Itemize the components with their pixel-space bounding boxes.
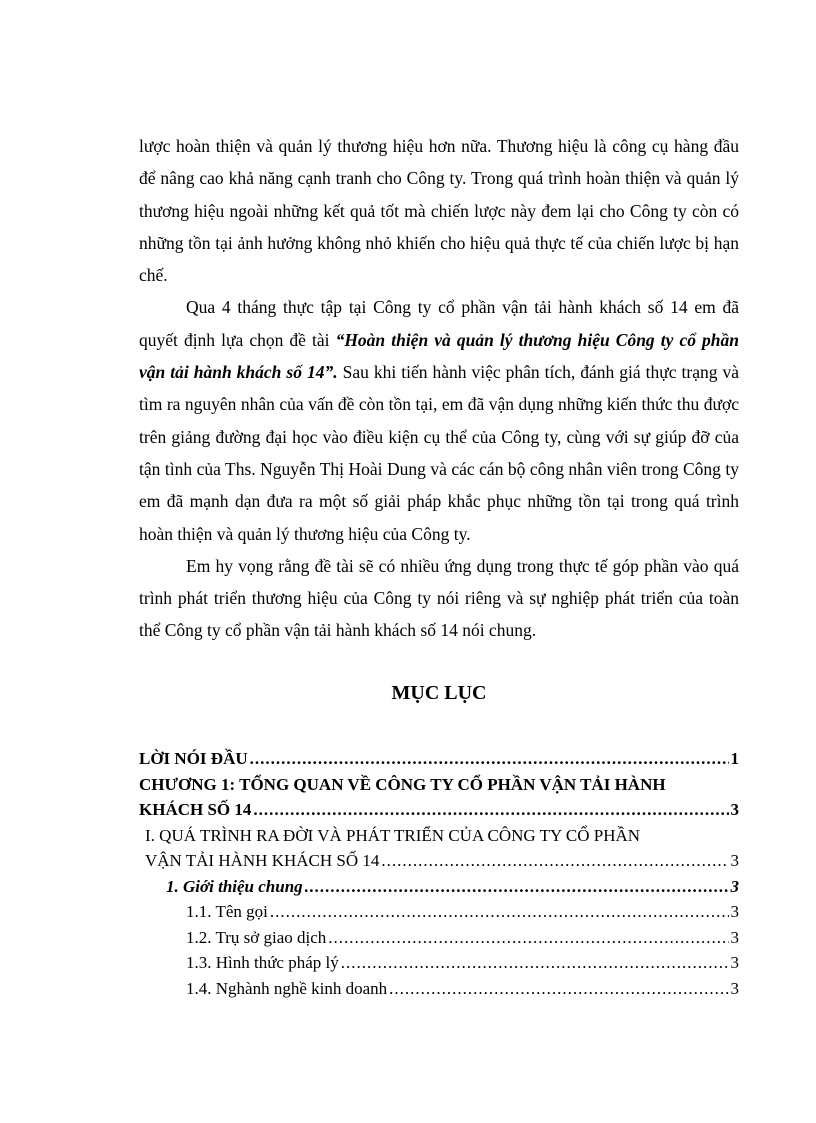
intro-paragraph-3: Em hy vọng rằng đề tài sẽ có nhiều ứng dụng trong thực tế góp phần vào quá trình phát triển thương hiệu của Công ty nói riêng và sự nghiệp phát triển của toàn thể Công ty cổ phần vận tải hành khách số 14 nói chung.	[139, 555, 739, 641]
intro-paragraph-2-rest: Sau khi tiến hành việc phân tích, đánh giá thực trạng và tìm ra nguyên nhân của vấn đề còn tồn tại, em đã vận dụng những kiến thức thu được trên giảng đường đại học vào điều kiện cụ thể của Công ty, cùng với sự giúp đỡ của tận tình của Ths. Nguyễn Thị Hoài Dung và các cán bộ công nhân viên trong Công ty em đã mạnh dạn đưa ra một số giải pháp khắc phục những tồn tại trong quá trình hoàn thiện và quản lý thương hiệu của Công ty.	[139, 362, 740, 544]
toc-entry-section-1[interactable]	[139, 848, 739, 874]
intro-paragraph-2-lead: Qua 4 tháng thực tập tại Công ty cổ phần vận tải hành khách số 14 em đã quyết định lựa chọn đề tài	[139, 297, 739, 350]
toc-page-number: 3	[730, 800, 739, 819]
intro-paragraph-2	[139, 291, 739, 549]
toc-entry-label: 1.3. Hình thức pháp lý	[186, 953, 339, 972]
toc-entry-subsection-1[interactable]	[139, 874, 739, 900]
introduction-body	[139, 130, 739, 647]
toc-entry-label: 1.4. Nghành nghề kinh doanh	[186, 978, 388, 998]
toc-page-number: 1	[730, 749, 739, 768]
toc-dot-leader	[253, 797, 728, 823]
toc-dot-leader	[341, 950, 729, 976]
toc-entry-label: 1.1. Tên gọi	[186, 902, 268, 921]
intro-paragraph-1: lược hoàn thiện và quản lý thương hiệu hơn nữa. Thương hiệu là công cụ hàng đầu để nâng cao khả năng cạnh tranh cho Công ty. Trong quá trình hoàn thiện và quản lý thương hiệu ngoài những kết quả tốt mà chiến lược này đem lại cho Công ty còn có những tồn tại ảnh hưởng không nhỏ khiến cho hiệu quả thực tế của chiến lược bị hạn chế.	[139, 136, 739, 286]
toc-entry-label: VẬN TẢI HÀNH KHÁCH SỐ 14	[145, 851, 380, 870]
toc-page-number: 3	[730, 927, 739, 947]
toc-page-number: 3	[730, 876, 739, 896]
toc-entry-label: KHÁCH SỐ 14	[139, 800, 252, 819]
toc-dot-leader	[270, 899, 729, 925]
toc-dot-leader	[381, 848, 728, 874]
toc-entry-chapter-1[interactable]	[139, 797, 739, 823]
toc-entry-item[interactable]	[139, 925, 739, 951]
toc-entry-chapter-1-line-1[interactable]: CHƯƠNG 1: TỔNG QUAN VỀ CÔNG TY CỔ PHẦN VẬN TẢI HÀNH	[139, 774, 666, 794]
toc-entry-label: LỜI NÓI ĐẦU	[139, 749, 248, 768]
toc-dot-leader	[250, 746, 729, 772]
toc-entry-item[interactable]	[139, 950, 739, 976]
toc-title: MỤC LỤC	[391, 682, 487, 704]
toc-dot-leader	[305, 874, 729, 900]
table-of-contents	[139, 746, 739, 1001]
toc-entry-label: 1. Giới thiệu chung	[166, 876, 303, 896]
toc-page-number: 3	[730, 902, 739, 921]
toc-entry-section-1-line-1[interactable]: I. QUÁ TRÌNH RA ĐỜI VÀ PHÁT TRIỂN CỦA CÔNG TY CỔ PHẦN	[145, 825, 641, 845]
toc-page-number: 3	[730, 953, 739, 972]
toc-entry-item[interactable]	[139, 976, 739, 1002]
toc-entry-item[interactable]	[139, 899, 739, 925]
thesis-topic-title: “Hoàn thiện và quản lý thương hiệu Công ty cổ phần vận tải hành khách số 14”.	[139, 329, 739, 383]
toc-dot-leader	[389, 976, 728, 1002]
toc-page-number: 3	[730, 978, 739, 998]
toc-page-number: 3	[730, 851, 739, 870]
toc-entry-preface[interactable]	[139, 746, 739, 772]
toc-dot-leader	[328, 925, 728, 951]
toc-entry-label: 1.2. Trụ sở giao dịch	[186, 927, 327, 947]
